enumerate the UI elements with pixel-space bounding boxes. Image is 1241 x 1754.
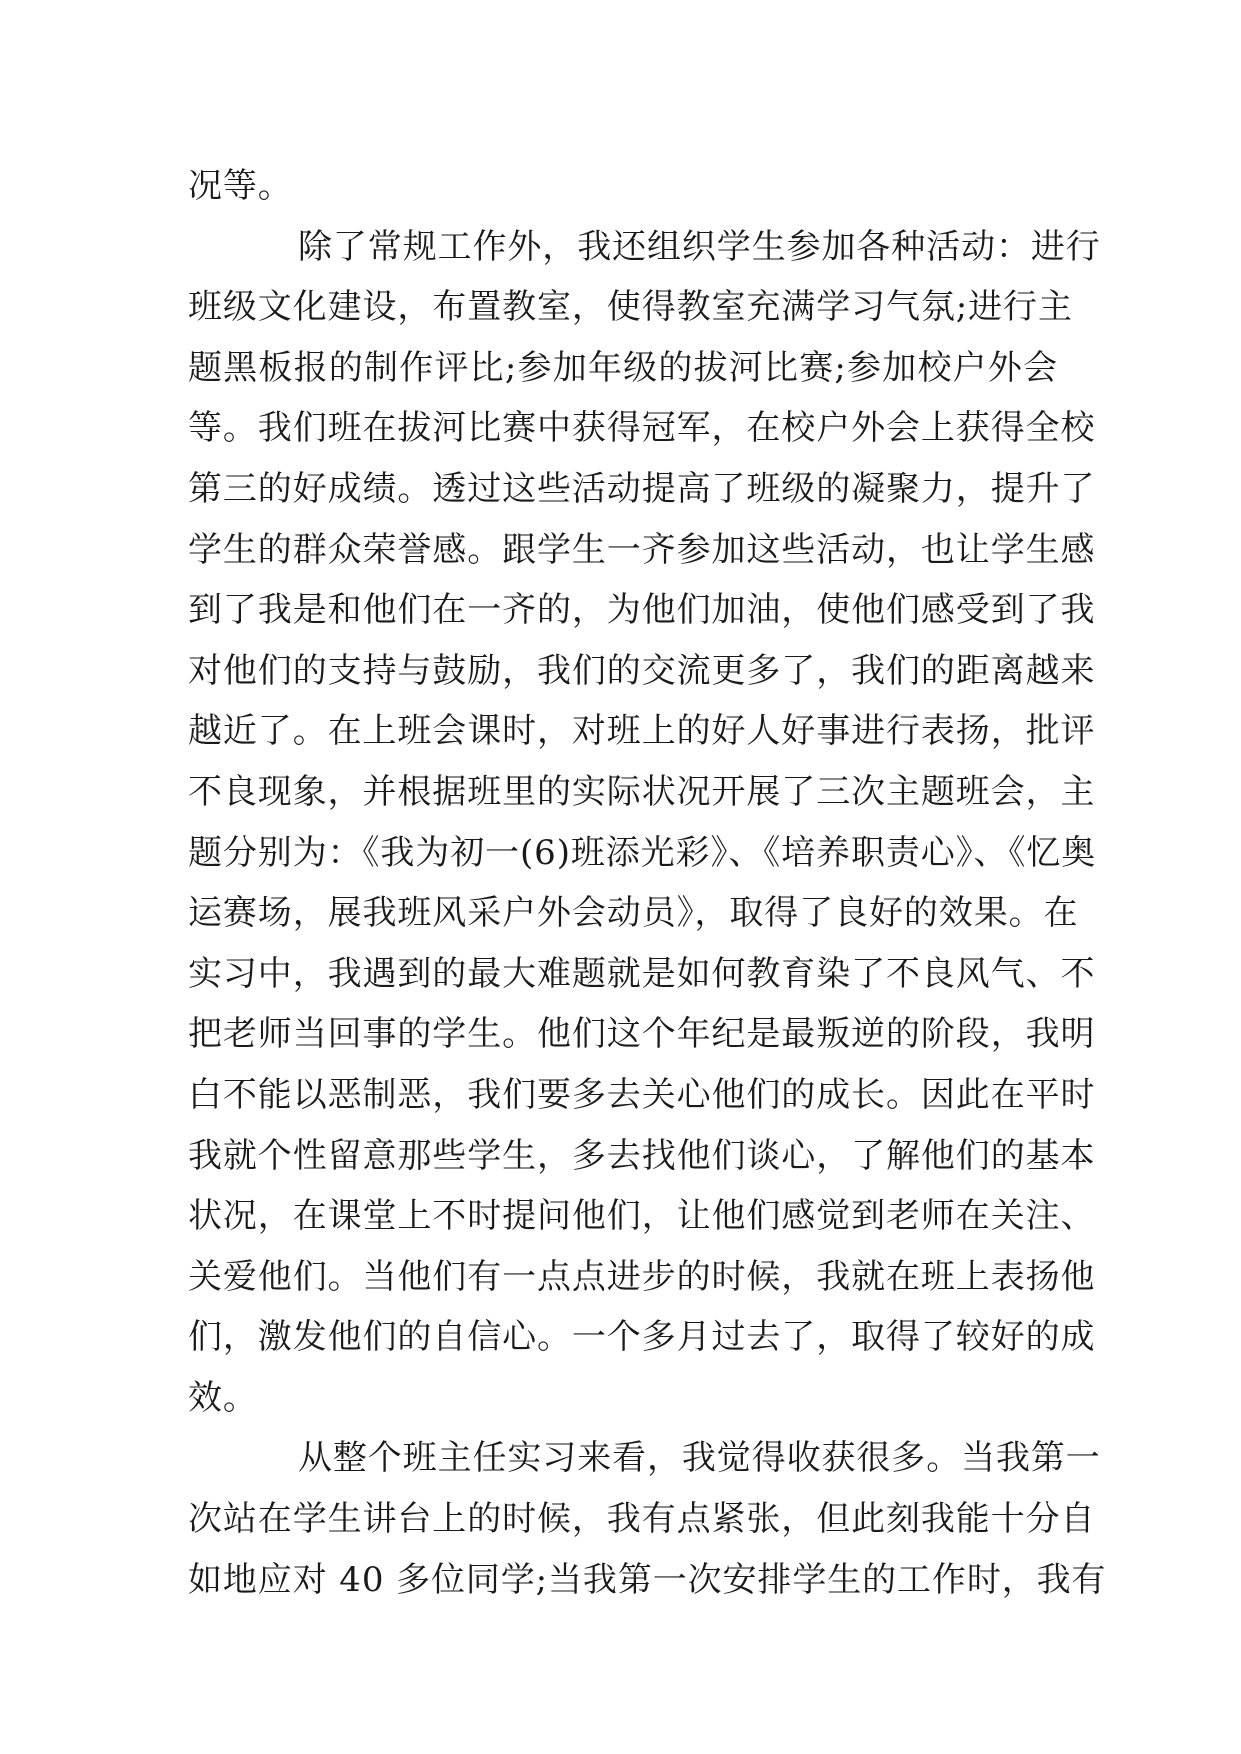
text-line: 状况，在课堂上不时提问他们，让他们感觉到老师在关注、 [188, 1196, 1096, 1237]
text-line: 越近了。在上班会课时，对班上的好人好事进行表扬，批评 [188, 711, 1096, 752]
text-line: 况等。 [188, 166, 293, 206]
text-line: 次站在学生讲台上的时候，我有点紧张，但此刻我能十分自 [188, 1499, 1096, 1540]
text-line: 学生的群众荣誉感。跟学生一齐参加这些活动，也让学生感 [188, 529, 1096, 570]
text-line: 班级文化建设，布置教室，使得教室充满学习气氛;进行主 [188, 287, 1073, 328]
text-line: 把老师当回事的学生。他们这个年纪是最叛逆的阶段，我明 [188, 1014, 1096, 1055]
text-line: 效。 [188, 1377, 258, 1418]
text-line: 我就个性留意那些学生，多去找他们谈心，了解他们的基本 [188, 1135, 1096, 1176]
text-line: 实习中，我遇到的最大难题就是如何教育染了不良风气、不 [188, 953, 1096, 994]
text-line: 等。我们班在拔河比赛中获得冠军，在校户外会上获得全校 [188, 408, 1096, 449]
body-text [188, 156, 1107, 1610]
text-line: 对他们的支持与鼓励，我们的交流更多了，我们的距离越来 [188, 650, 1096, 691]
text-line: 到了我是和他们在一齐的，为他们加油，使他们感受到了我 [188, 590, 1096, 631]
text-line: 如地应对 40 多位同学;当我第一次安排学生的工作时，我有 [188, 1559, 1107, 1600]
text-line: 关爱他们。当他们有一点点进步的时候，我就在班上表扬他 [188, 1256, 1096, 1297]
text-line: 运赛场，展我班风采户外会动员》，取得了良好的效果。在 [188, 893, 1079, 934]
text-line: 第三的好成绩。透过这些活动提高了班级的凝聚力，提升了 [188, 468, 1096, 509]
text-line: 从整个班主任实习来看，我觉得收获很多。当我第一 [298, 1438, 1101, 1479]
text-line: 除了常规工作外，我还组织学生参加各种活动：进行 [298, 226, 1101, 267]
text-line: 题分别为：《我为初一(6)班添光彩》、《培养职责心》、《忆奥 [188, 832, 1097, 873]
text-line: 不良现象，并根据班里的实际状况开展了三次主题班会，主 [188, 771, 1096, 812]
text-line: 们，激发他们的自信心。一个多月过去了，取得了较好的成 [188, 1317, 1096, 1358]
text-line: 题黑板报的制作评比;参加年级的拔河比赛;参加校户外会 [188, 347, 1058, 388]
text-line: 白不能以恶制恶，我们要多去关心他们的成长。因此在平时 [188, 1074, 1096, 1115]
